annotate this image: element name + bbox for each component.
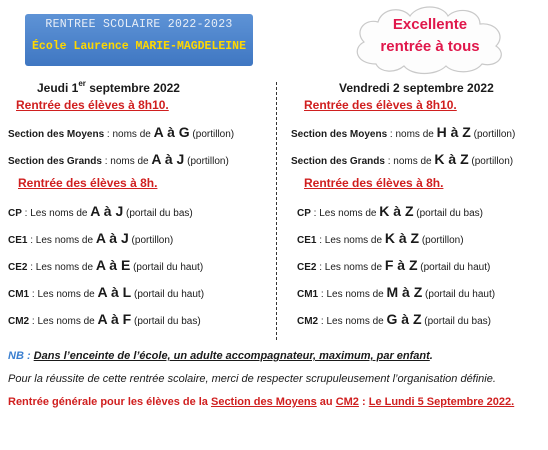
nb-label: NB : xyxy=(8,350,31,362)
organisation-note: Pour la réussite de cette rentrée scolaire, merci de respecter scrupuleusement l’organisation définie. xyxy=(8,373,496,385)
left-entry-time-8h10: Rentrée des élèves à 8h10. xyxy=(16,98,169,112)
right-class-ce1: CE1 : Les noms de K à Z (portillon) xyxy=(297,230,464,246)
left-day-heading: Jeudi 1er septembre 2022 xyxy=(37,79,180,95)
greeting-line-2: rentrée à tous xyxy=(380,38,480,55)
right-class-cm1: CM1 : Les noms de M à Z (portail du haut) xyxy=(297,284,496,300)
right-class-ce2: CE2 : Les noms de F à Z (portail du haut) xyxy=(297,257,491,273)
banner-title: RENTREE SCOLAIRE 2022-2023 xyxy=(45,18,233,31)
greeting-text xyxy=(346,14,514,58)
left-class-ce2: CE2 : Les noms de A à E (portail du haut) xyxy=(8,257,204,273)
left-class-cm2: CM2 : Les noms de A à F (portail du bas) xyxy=(8,311,201,327)
left-entry-time-8h: Rentrée des élèves à 8h. xyxy=(18,176,158,190)
right-section-grands: Section des Grands : noms de K à Z (portillon) xyxy=(291,151,514,167)
greeting-line-1: Excellente xyxy=(392,16,468,33)
banner-school-name: École Laurence MARIE-MAGDELEINE xyxy=(32,40,246,53)
right-class-cp: CP : Les noms de K à Z (portail du bas) xyxy=(297,203,483,219)
left-class-cp: CP : Les noms de A à J (portail du bas) xyxy=(8,203,193,219)
left-class-ce1: CE1 : Les noms de A à J (portillon) xyxy=(8,230,174,246)
nb-text: Dans l’enceinte de l’école, un adulte accompagnateur, maximum, par enfant xyxy=(33,350,430,362)
right-class-cm2: CM2 : Les noms de G à Z (portail du bas) xyxy=(297,311,491,327)
nb-note: NB : Dans l’enceinte de l’école, un adulte accompagnateur, maximum, par enfant. xyxy=(8,350,433,362)
left-class-cm1: CM1 : Les noms de A à L (portail du haut) xyxy=(8,284,205,300)
column-divider xyxy=(276,82,277,340)
header-banner xyxy=(25,14,253,66)
right-entry-time-8h: Rentrée des élèves à 8h. xyxy=(304,176,444,190)
left-section-moyens: Section des Moyens : noms de A à G (portillon) xyxy=(8,124,235,140)
right-day-heading: Vendredi 2 septembre 2022 xyxy=(339,81,494,95)
general-rentree-line: Rentrée générale pour les élèves de la Section des Moyens au CM2 : Le Lundi 5 Septembre 2022. xyxy=(8,396,515,408)
left-section-grands: Section des Grands : noms de A à J (portillon) xyxy=(8,151,229,167)
right-entry-time-8h10: Rentrée des élèves à 8h10. xyxy=(304,98,457,112)
right-section-moyens: Section des Moyens : noms de H à Z (portillon) xyxy=(291,124,516,140)
